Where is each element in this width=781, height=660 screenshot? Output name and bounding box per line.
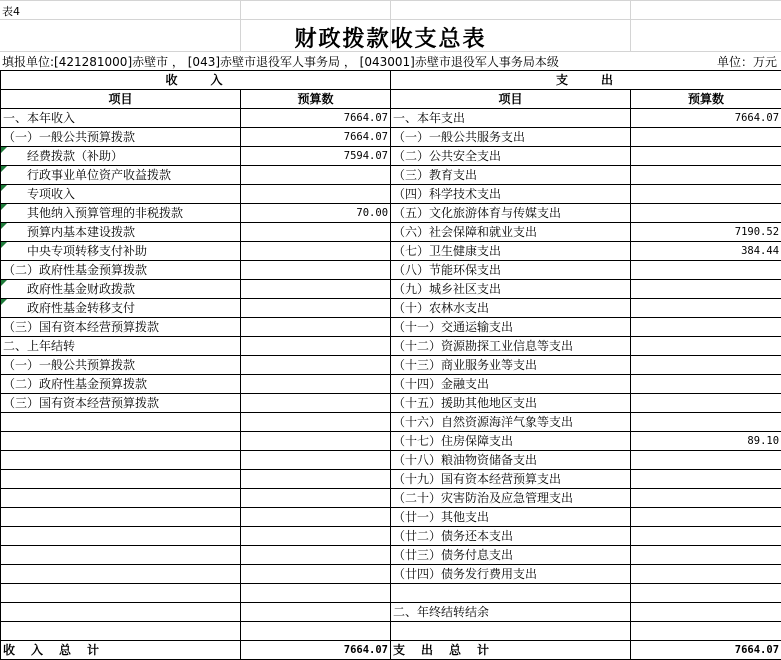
sheet-label: 表4	[2, 5, 20, 18]
income-budget-cell	[241, 470, 391, 489]
income-item-cell	[1, 584, 241, 603]
table-row	[1, 584, 781, 603]
table-row	[1, 394, 781, 413]
income-item-cell	[1, 508, 241, 527]
expense-budget-cell: 7190.52	[631, 223, 781, 242]
income-item-cell	[1, 527, 241, 546]
expense-budget-cell	[631, 261, 781, 280]
income-budget-cell	[241, 223, 391, 242]
expense-budget-cell: 7664.07	[631, 109, 781, 128]
expense-item-cell: （一）一般公共服务支出	[391, 128, 631, 147]
income-budget-cell	[241, 375, 391, 394]
table-row	[1, 451, 781, 470]
expense-item-cell: （十七）住房保障支出	[391, 432, 631, 451]
expense-budget-cell	[631, 622, 781, 641]
expense-budget-cell	[631, 603, 781, 622]
expense-budget-cell	[631, 375, 781, 394]
expense-budget-cell	[631, 128, 781, 147]
table-row	[1, 128, 781, 147]
table-row	[1, 318, 781, 337]
expense-budget-cell	[631, 508, 781, 527]
table-row	[1, 204, 781, 223]
income-item-cell	[1, 603, 241, 622]
income-item-cell: （一）一般公共预算拨款	[1, 356, 241, 375]
income-budget-cell	[241, 527, 391, 546]
expense-item-cell: 二、年终结转结余	[391, 603, 631, 622]
expense-budget-cell	[631, 565, 781, 584]
budget-table	[0, 70, 781, 660]
expense-section-header: 支 出	[391, 71, 781, 90]
income-budget-cell	[241, 299, 391, 318]
expense-budget-cell	[631, 166, 781, 185]
expense-item-cell: （廿三）债务付息支出	[391, 546, 631, 565]
expense-budget-cell: 89.10	[631, 432, 781, 451]
income-budget-cell	[241, 413, 391, 432]
income-item-cell: （一）一般公共预算拨款	[1, 128, 241, 147]
income-budget-cell	[241, 318, 391, 337]
income-budget-cell	[241, 584, 391, 603]
income-item-cell: 其他纳入预算管理的非税拨款	[1, 204, 241, 223]
expense-budget-cell	[631, 527, 781, 546]
income-budget-cell: 7664.07	[241, 109, 391, 128]
income-budget-cell	[241, 603, 391, 622]
expense-budget-cell	[631, 147, 781, 166]
table-row	[1, 337, 781, 356]
expense-item-cell: （五）文化旅游体育与传媒支出	[391, 204, 631, 223]
income-item-cell	[1, 565, 241, 584]
total-row	[1, 641, 781, 660]
expense-item-cell: （廿二）债务还本支出	[391, 527, 631, 546]
income-budget-cell	[241, 565, 391, 584]
expense-budget-cell	[631, 451, 781, 470]
income-section-header: 收 入	[1, 71, 391, 90]
table-row	[1, 356, 781, 375]
expense-budget-cell	[631, 489, 781, 508]
table-row	[1, 242, 781, 261]
table-row	[1, 565, 781, 584]
expense-budget-cell	[631, 318, 781, 337]
expense-budget-header: 预算数	[631, 90, 781, 109]
expense-item-cell: （二十）灾害防治及应急管理支出	[391, 489, 631, 508]
expense-item-cell: （十九）国有资本经营预算支出	[391, 470, 631, 489]
income-item-cell: （二）政府性基金预算拨款	[1, 375, 241, 394]
income-budget-cell	[241, 166, 391, 185]
expense-item-cell: （十四）金融支出	[391, 375, 631, 394]
table-row	[1, 527, 781, 546]
expense-budget-cell	[631, 413, 781, 432]
expense-total-value: 7664.07	[631, 641, 781, 660]
income-item-cell: 二、上年结转	[1, 337, 241, 356]
expense-budget-cell: 384.44	[631, 242, 781, 261]
income-budget-cell	[241, 185, 391, 204]
table-row	[1, 109, 781, 128]
table-row	[1, 470, 781, 489]
table-row	[1, 622, 781, 641]
expense-item-cell: （廿一）其他支出	[391, 508, 631, 527]
income-item-cell	[1, 451, 241, 470]
income-total-value: 7664.07	[241, 641, 391, 660]
income-item-cell: （二）政府性基金预算拨款	[1, 261, 241, 280]
income-budget-cell	[241, 356, 391, 375]
income-budget-header: 预算数	[241, 90, 391, 109]
income-item-cell: 专项收入	[1, 185, 241, 204]
expense-item-cell: （八）节能环保支出	[391, 261, 631, 280]
page-title: 财政拨款收支总表	[294, 26, 487, 52]
expense-item-cell: （四）科学技术支出	[391, 185, 631, 204]
expense-budget-cell	[631, 280, 781, 299]
income-budget-cell	[241, 432, 391, 451]
income-budget-cell	[241, 261, 391, 280]
expense-budget-cell	[631, 299, 781, 318]
table-row	[1, 413, 781, 432]
income-budget-cell	[241, 337, 391, 356]
income-item-cell: 政府性基金转移支付	[1, 299, 241, 318]
table-row	[1, 489, 781, 508]
expense-item-cell: （十六）自然资源海洋气象等支出	[391, 413, 631, 432]
expense-item-cell: （十一）交通运输支出	[391, 318, 631, 337]
income-item-cell	[1, 413, 241, 432]
table-row	[1, 603, 781, 622]
income-item-cell: 经费拨款（补助）	[1, 147, 241, 166]
expense-item-cell: （二）公共安全支出	[391, 147, 631, 166]
income-budget-cell	[241, 451, 391, 470]
income-item-cell: 一、本年收入	[1, 109, 241, 128]
income-budget-cell	[241, 394, 391, 413]
income-item-header: 项目	[1, 90, 241, 109]
table-row	[1, 375, 781, 394]
income-item-cell	[1, 489, 241, 508]
table-row	[1, 185, 781, 204]
expense-item-cell: （六）社会保障和就业支出	[391, 223, 631, 242]
expense-budget-cell	[631, 546, 781, 565]
expense-budget-cell	[631, 394, 781, 413]
income-item-cell	[1, 432, 241, 451]
income-item-cell: 行政事业单位资产收益拨款	[1, 166, 241, 185]
expense-item-cell: （十二）资源勘探工业信息等支出	[391, 337, 631, 356]
income-item-cell	[1, 622, 241, 641]
expense-budget-cell	[631, 337, 781, 356]
unit-label: 单位：万元	[716, 55, 777, 69]
income-budget-cell	[241, 546, 391, 565]
income-budget-cell	[241, 489, 391, 508]
table-row	[1, 166, 781, 185]
expense-total-label: 支 出 总 计	[391, 641, 631, 660]
income-budget-cell	[241, 242, 391, 261]
income-item-cell	[1, 470, 241, 489]
expense-item-cell: （九）城乡社区支出	[391, 280, 631, 299]
expense-item-cell	[391, 584, 631, 603]
income-budget-cell: 7594.07	[241, 147, 391, 166]
expense-item-cell: （十八）粮油物资储备支出	[391, 451, 631, 470]
expense-budget-cell	[631, 204, 781, 223]
expense-item-header: 项目	[391, 90, 631, 109]
income-item-cell: （三）国有资本经营预算拨款	[1, 318, 241, 337]
income-item-cell: （三）国有资本经营预算拨款	[1, 394, 241, 413]
expense-budget-cell	[631, 185, 781, 204]
income-budget-cell	[241, 508, 391, 527]
table-row	[1, 508, 781, 527]
expense-item-cell: （十三）商业服务业等支出	[391, 356, 631, 375]
table-row	[1, 432, 781, 451]
expense-item-cell: （十五）援助其他地区支出	[391, 394, 631, 413]
expense-budget-cell	[631, 584, 781, 603]
income-item-cell: 中央专项转移支付补助	[1, 242, 241, 261]
table-row	[1, 546, 781, 565]
expense-item-cell: （三）教育支出	[391, 166, 631, 185]
expense-item-cell: （十）农林水支出	[391, 299, 631, 318]
income-total-label: 收 入 总 计	[1, 641, 241, 660]
table-row	[1, 261, 781, 280]
income-item-cell: 政府性基金财政拨款	[1, 280, 241, 299]
table-row	[1, 223, 781, 242]
expense-budget-cell	[631, 470, 781, 489]
income-budget-cell	[241, 280, 391, 299]
reporting-unit: 填报单位:[421281000]赤壁市 ， [043]赤壁市退役军人事务局 ， [043001]赤壁市退役军人事务局本级	[2, 55, 559, 69]
table-row	[1, 147, 781, 166]
income-budget-cell: 70.00	[241, 204, 391, 223]
income-budget-cell	[241, 622, 391, 641]
expense-budget-cell	[631, 356, 781, 375]
income-item-cell: 预算内基本建设拨款	[1, 223, 241, 242]
expense-item-cell: （七）卫生健康支出	[391, 242, 631, 261]
expense-item-cell	[391, 622, 631, 641]
income-budget-cell: 7664.07	[241, 128, 391, 147]
expense-item-cell: （廿四）债务发行费用支出	[391, 565, 631, 584]
table-row	[1, 299, 781, 318]
table-row	[1, 280, 781, 299]
expense-item-cell: 一、本年支出	[391, 109, 631, 128]
income-item-cell	[1, 546, 241, 565]
